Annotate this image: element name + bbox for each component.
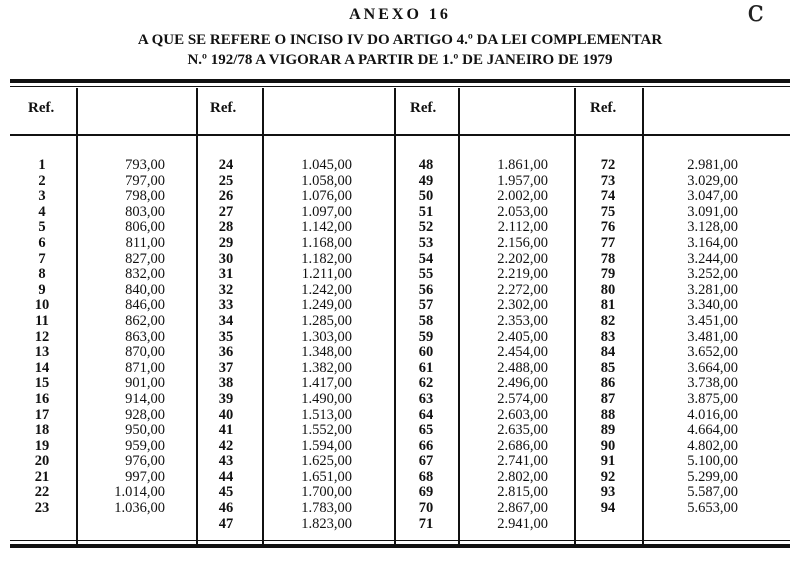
ref-cell: 3	[38, 188, 46, 205]
ref-cell: 7	[38, 250, 46, 267]
value-cell: 1.168,00	[301, 234, 352, 251]
ref-cell: 83	[600, 328, 616, 345]
ref-cell: 14	[34, 359, 50, 376]
value-cell: 1.036,00	[114, 500, 165, 517]
ref-cell: 31	[218, 266, 234, 283]
value-cell: 2.156,00	[497, 234, 548, 251]
ref-cell: 59	[418, 328, 434, 345]
value-cell: 846,00	[125, 297, 165, 314]
ref-cell: 72	[600, 157, 616, 173]
value-cell: 811,00	[125, 234, 165, 251]
value-cell: 3.652,00	[687, 344, 738, 361]
value-cell: 2.802,00	[497, 468, 548, 485]
ref-cell: 70	[418, 500, 434, 517]
ref-cell: 93	[600, 484, 616, 501]
ref-cell: 44	[218, 468, 234, 485]
value-cell: 806,00	[125, 219, 165, 236]
value-column	[242, 158, 352, 532]
ref-cell: 57	[418, 297, 434, 314]
value-cell: 2.454,00	[497, 344, 548, 361]
ref-header: Ref.	[590, 100, 617, 116]
ref-cell: 86	[600, 375, 616, 392]
value-cell: 4.664,00	[687, 422, 738, 439]
ref-cell: 39	[218, 390, 234, 407]
value-cell: 997,00	[125, 468, 165, 485]
value-cell: 959,00	[125, 437, 165, 454]
value-cell: 2.219,00	[497, 266, 548, 283]
value-cell: 4.016,00	[687, 406, 738, 423]
value-cell: 2.941,00	[497, 515, 548, 532]
ref-cell: 94	[600, 500, 616, 517]
value-cell: 5.100,00	[687, 453, 738, 470]
ref-cell: 82	[600, 312, 616, 329]
value-cell: 901,00	[125, 375, 165, 392]
ref-cell: 47	[218, 515, 234, 532]
document-subtitle-line2: N.º 192/78 A VIGORAR A PARTIR DE 1.º DE JANEIRO DE 1979	[187, 52, 613, 68]
ref-cell: 12	[34, 328, 50, 345]
ref-cell: 6	[38, 234, 46, 251]
value-cell: 2.815,00	[497, 484, 548, 501]
value-cell: 870,00	[125, 344, 165, 361]
ref-cell: 78	[600, 250, 616, 267]
ref-cell: 73	[600, 172, 616, 189]
ref-cell: 53	[418, 234, 434, 251]
value-cell: 1.552,00	[301, 422, 352, 439]
value-cell: 1.285,00	[301, 312, 352, 329]
value-cell: 2.741,00	[497, 453, 548, 470]
value-cell: 3.451,00	[687, 312, 738, 329]
ref-cell: 15	[34, 375, 50, 392]
ref-cell: 46	[218, 500, 234, 517]
value-cell: 3.047,00	[687, 188, 738, 205]
ref-cell: 61	[418, 359, 434, 376]
value-cell: 1.513,00	[301, 406, 352, 423]
value-cell: 2.603,00	[497, 406, 548, 423]
value-cell: 2.488,00	[497, 359, 548, 376]
top-rule-thick	[10, 79, 790, 83]
value-cell: 1.242,00	[301, 281, 352, 298]
ref-cell: 49	[418, 172, 434, 189]
ref-cell: 52	[418, 219, 434, 236]
ref-cell: 75	[600, 203, 616, 220]
value-cell: 3.281,00	[687, 281, 738, 298]
ref-cell: 42	[218, 437, 234, 454]
value-column	[55, 158, 165, 517]
ref-cell: 50	[418, 188, 434, 205]
ref-cell: 30	[218, 250, 234, 267]
ref-cell: 56	[418, 281, 434, 298]
value-cell: 1.211,00	[301, 266, 352, 283]
value-cell: 2.867,00	[497, 500, 548, 517]
ref-cell: 43	[218, 453, 234, 470]
value-cell: 840,00	[125, 281, 165, 298]
value-cell: 950,00	[125, 422, 165, 439]
ref-cell: 4	[38, 203, 46, 220]
value-cell: 1.861,00	[497, 157, 548, 173]
value-cell: 2.574,00	[497, 390, 548, 407]
ref-cell: 66	[418, 437, 434, 454]
value-cell: 2.272,00	[497, 281, 548, 298]
value-cell: 914,00	[125, 390, 165, 407]
value-cell: 3.128,00	[687, 219, 738, 236]
ref-cell: 36	[218, 344, 234, 361]
ref-cell: 48	[418, 157, 434, 173]
value-cell: 2.496,00	[497, 375, 548, 392]
value-cell: 1.490,00	[301, 390, 352, 407]
value-cell: 3.244,00	[687, 250, 738, 267]
value-cell: 871,00	[125, 359, 165, 376]
ref-cell: 81	[600, 297, 616, 314]
ref-cell: 68	[418, 468, 434, 485]
value-cell: 1.076,00	[301, 188, 352, 205]
ref-cell: 21	[34, 468, 50, 485]
value-cell: 1.097,00	[301, 203, 352, 220]
ref-cell: 25	[218, 172, 234, 189]
value-cell: 1.303,00	[301, 328, 352, 345]
ref-cell: 34	[218, 312, 234, 329]
value-cell: 2.405,00	[497, 328, 548, 345]
value-cell: 2.353,00	[497, 312, 548, 329]
ref-cell: 26	[218, 188, 234, 205]
ref-cell: 35	[218, 328, 234, 345]
ref-cell: 51	[418, 203, 434, 220]
ref-cell: 13	[34, 344, 50, 361]
value-cell: 1.014,00	[114, 484, 165, 501]
ref-cell: 19	[34, 437, 50, 454]
ref-cell: 18	[34, 422, 50, 439]
value-cell: 832,00	[125, 266, 165, 283]
ref-header: Ref.	[28, 100, 55, 116]
ref-cell: 79	[600, 266, 616, 283]
value-cell: 1.594,00	[301, 437, 352, 454]
ref-cell: 2	[38, 172, 46, 189]
ref-cell: 28	[218, 219, 234, 236]
value-cell: 3.664,00	[687, 359, 738, 376]
corner-mark: c	[747, 0, 764, 29]
value-cell: 803,00	[125, 203, 165, 220]
ref-cell: 58	[418, 312, 434, 329]
value-cell: 1.783,00	[301, 500, 352, 517]
ref-cell: 91	[600, 453, 616, 470]
ref-cell: 32	[218, 281, 234, 298]
value-cell: 1.249,00	[301, 297, 352, 314]
ref-cell: 41	[218, 422, 234, 439]
value-cell: 797,00	[125, 172, 165, 189]
ref-cell: 10	[34, 297, 50, 314]
bottom-rule-thin	[10, 540, 790, 541]
ref-cell: 45	[218, 484, 234, 501]
ref-cell: 60	[418, 344, 434, 361]
value-cell: 1.625,00	[301, 453, 352, 470]
value-cell: 976,00	[125, 453, 165, 470]
value-cell: 2.202,00	[497, 250, 548, 267]
ref-cell: 74	[600, 188, 616, 205]
value-cell: 3.091,00	[687, 203, 738, 220]
ref-cell: 40	[218, 406, 234, 423]
ref-cell: 55	[418, 266, 434, 283]
ref-cell: 9	[38, 281, 46, 298]
value-cell: 827,00	[125, 250, 165, 267]
value-cell: 5.587,00	[687, 484, 738, 501]
ref-cell: 38	[218, 375, 234, 392]
value-cell: 3.029,00	[687, 172, 738, 189]
value-column	[628, 158, 738, 517]
value-cell: 3.252,00	[687, 266, 738, 283]
value-cell: 3.481,00	[687, 328, 738, 345]
value-cell: 1.045,00	[301, 157, 352, 173]
ref-cell: 67	[418, 453, 434, 470]
ref-cell: 84	[600, 344, 616, 361]
column-divider	[574, 88, 576, 544]
value-cell: 863,00	[125, 328, 165, 345]
value-cell: 2.112,00	[497, 219, 548, 236]
value-cell: 2.686,00	[497, 437, 548, 454]
value-cell: 1.348,00	[301, 344, 352, 361]
ref-cell: 76	[600, 219, 616, 236]
document-subtitle-line1: A QUE SE REFERE O INCISO IV DO ARTIGO 4.º DA LEI COMPLEMENTAR	[137, 32, 663, 48]
document-title: ANEXO 16	[349, 6, 451, 23]
ref-cell: 27	[218, 203, 234, 220]
value-cell: 4.802,00	[687, 437, 738, 454]
ref-cell: 8	[38, 266, 46, 283]
value-cell: 1.651,00	[301, 468, 352, 485]
ref-cell: 22	[34, 484, 50, 501]
ref-cell: 24	[218, 157, 234, 173]
ref-header: Ref.	[210, 100, 237, 116]
ref-cell: 90	[600, 437, 616, 454]
ref-cell: 80	[600, 281, 616, 298]
ref-cell: 69	[418, 484, 434, 501]
ref-cell: 92	[600, 468, 616, 485]
ref-cell: 88	[600, 406, 616, 423]
value-cell: 1.142,00	[301, 219, 352, 236]
value-cell: 3.875,00	[687, 390, 738, 407]
ref-cell: 89	[600, 422, 616, 439]
ref-cell: 37	[218, 359, 234, 376]
ref-cell: 77	[600, 234, 616, 251]
value-cell: 1.700,00	[301, 484, 352, 501]
value-cell: 3.738,00	[687, 375, 738, 392]
value-cell: 3.164,00	[687, 234, 738, 251]
value-cell: 862,00	[125, 312, 165, 329]
ref-cell: 71	[418, 515, 434, 532]
value-cell: 3.340,00	[687, 297, 738, 314]
ref-cell: 5	[38, 219, 46, 236]
ref-cell: 29	[218, 234, 234, 251]
ref-cell: 17	[34, 406, 50, 423]
value-cell: 2.302,00	[497, 297, 548, 314]
value-cell: 1.957,00	[497, 172, 548, 189]
value-cell: 1.182,00	[301, 250, 352, 267]
ref-cell: 16	[34, 390, 50, 407]
ref-cell: 20	[34, 453, 50, 470]
ref-cell: 87	[600, 390, 616, 407]
ref-cell: 11	[35, 312, 49, 329]
ref-cell: 64	[418, 406, 434, 423]
ref-cell: 85	[600, 359, 616, 376]
ref-cell: 33	[218, 297, 234, 314]
top-rule-thin	[10, 86, 790, 87]
ref-cell: 62	[418, 375, 434, 392]
value-cell: 2.002,00	[497, 188, 548, 205]
ref-cell: 54	[418, 250, 434, 267]
value-cell: 2.053,00	[497, 203, 548, 220]
header-rule	[10, 134, 790, 136]
ref-cell: 23	[34, 500, 50, 517]
ref-header: Ref.	[410, 100, 437, 116]
ref-cell: 65	[418, 422, 434, 439]
value-column	[438, 158, 548, 532]
value-cell: 1.382,00	[301, 359, 352, 376]
value-cell: 5.653,00	[687, 500, 738, 517]
value-cell: 928,00	[125, 406, 165, 423]
value-cell: 1.823,00	[301, 515, 352, 532]
ref-cell: 1	[38, 157, 46, 173]
value-cell: 1.058,00	[301, 172, 352, 189]
value-cell: 1.417,00	[301, 375, 352, 392]
bottom-rule-thick	[10, 544, 790, 548]
value-cell: 2.635,00	[497, 422, 548, 439]
value-cell: 2.981,00	[687, 157, 738, 173]
value-cell: 798,00	[125, 188, 165, 205]
ref-cell: 63	[418, 390, 434, 407]
value-cell: 5.299,00	[687, 468, 738, 485]
value-cell: 793,00	[125, 157, 165, 173]
